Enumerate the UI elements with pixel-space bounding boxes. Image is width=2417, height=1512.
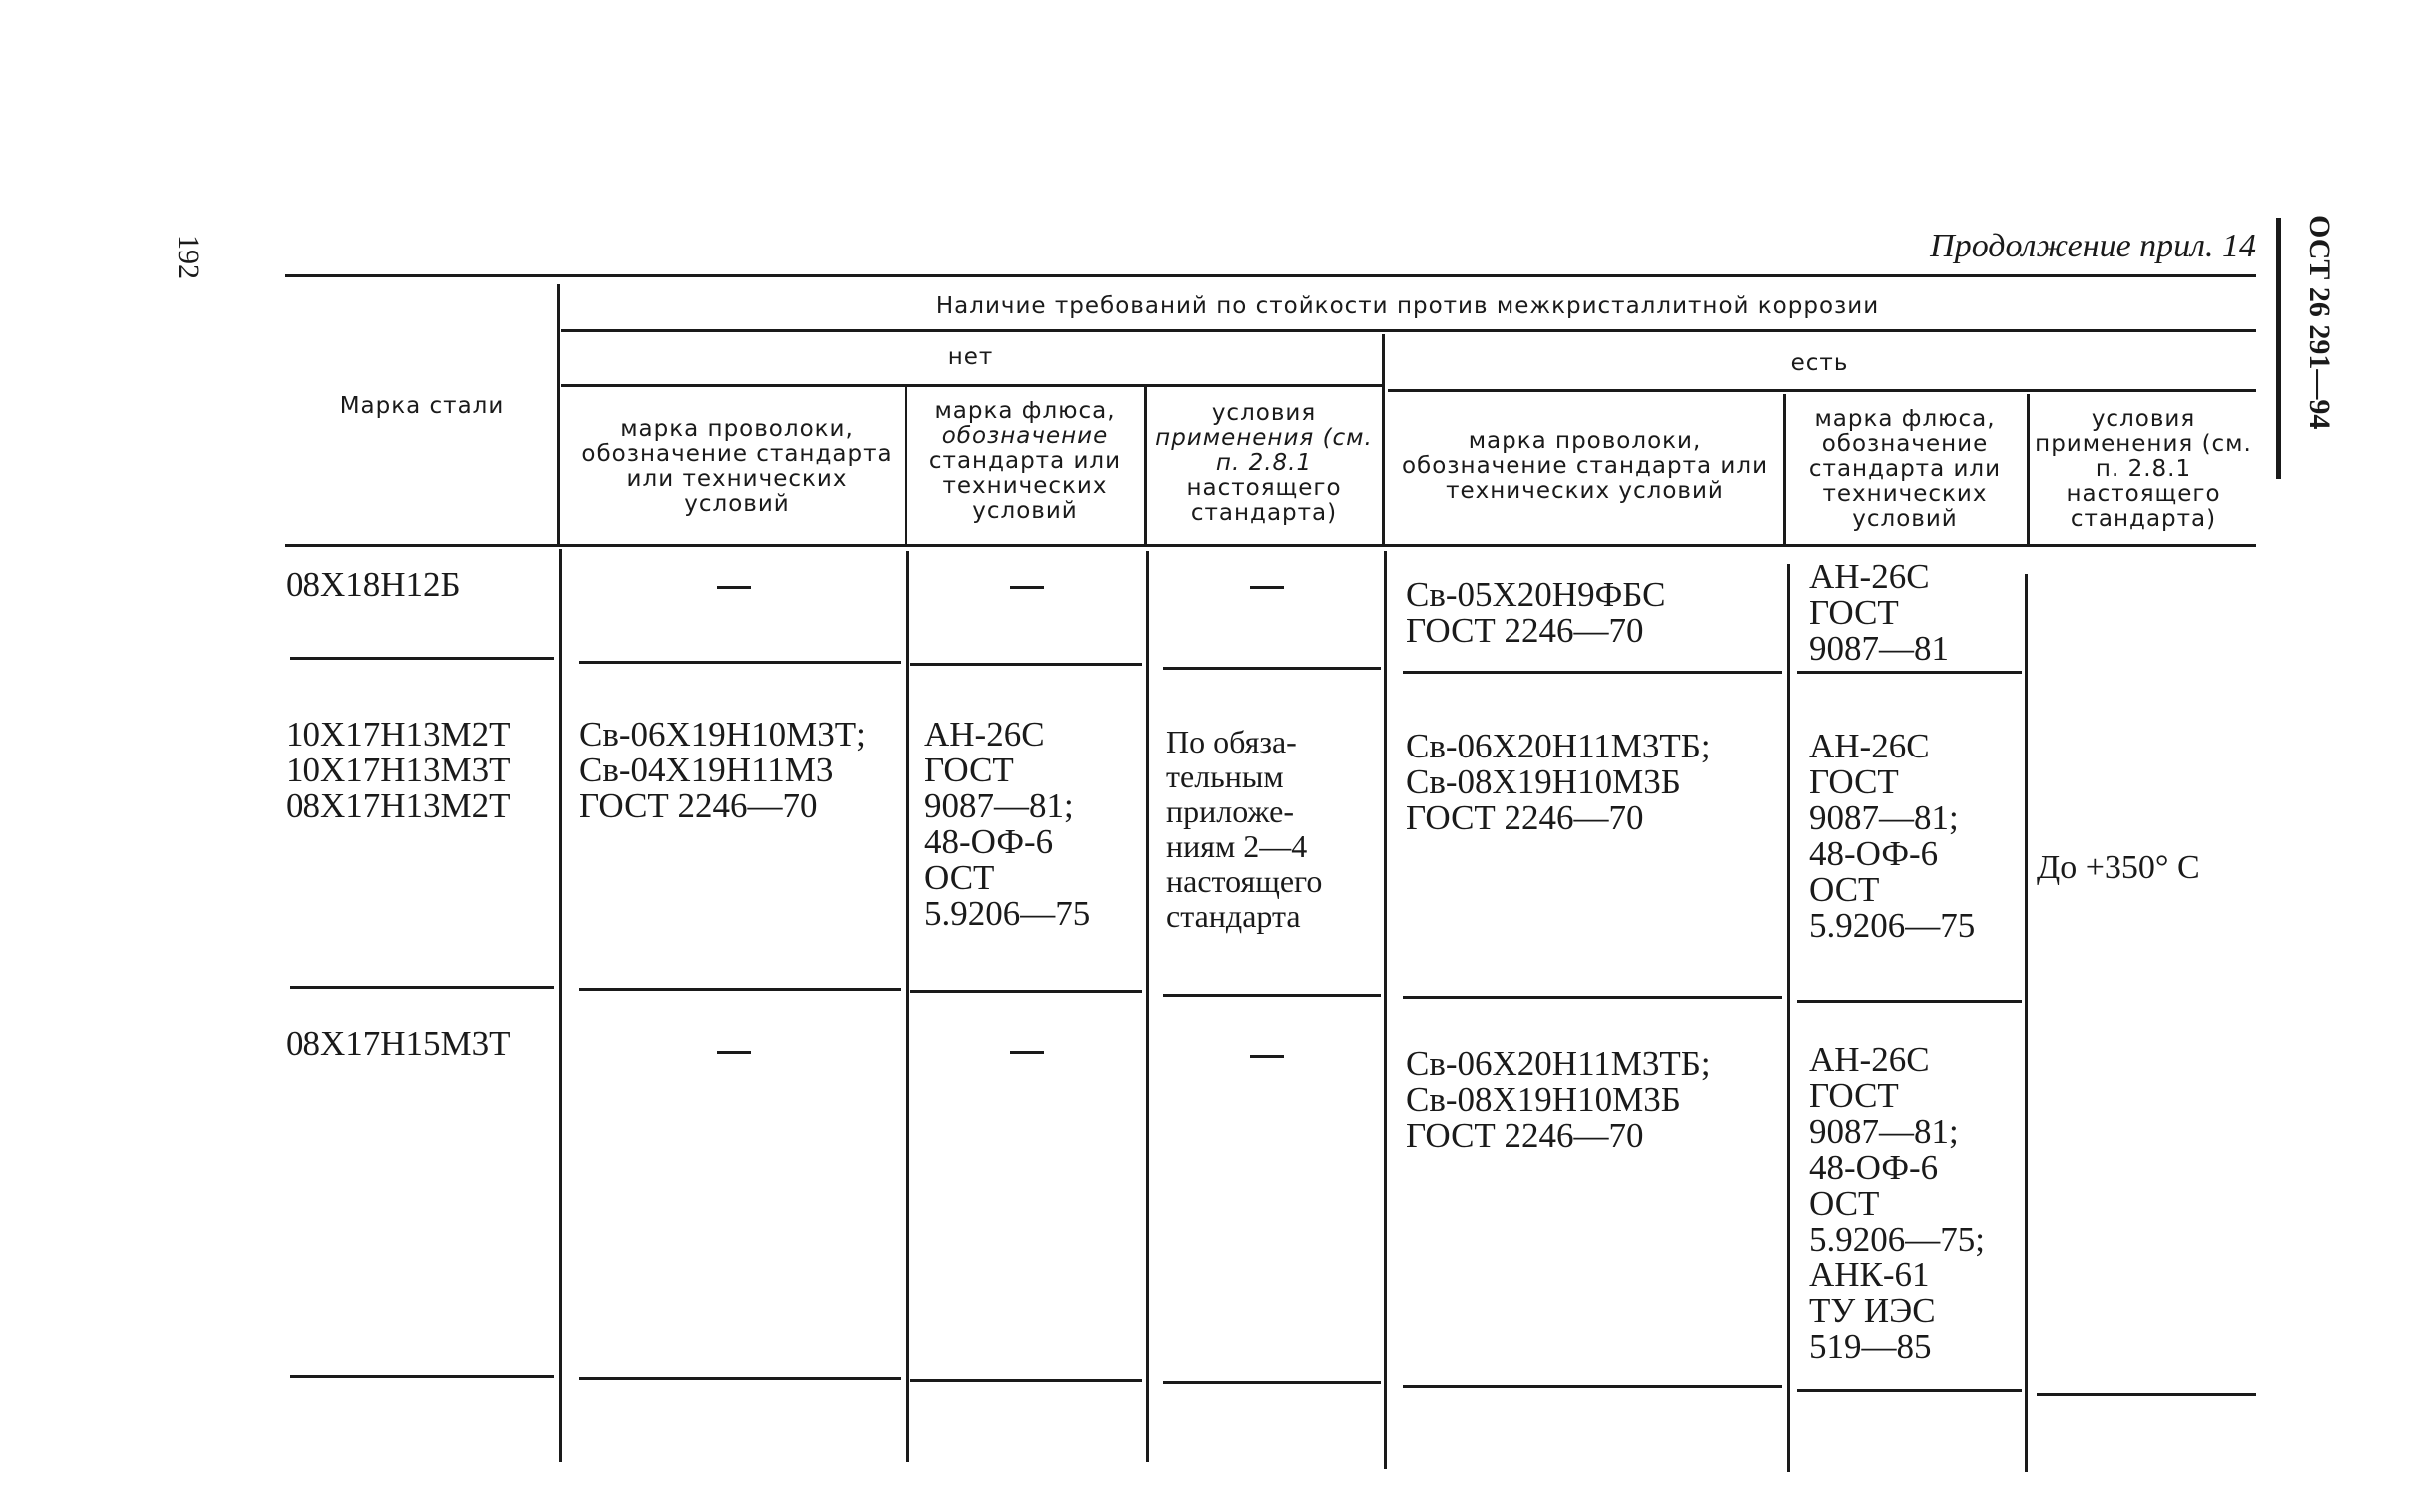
- row3-rule-wire-yes: [1403, 1385, 1782, 1388]
- row2-flux-yes: АН-26С ГОСТ 9087—81; 48-ОФ-6 ОСТ 5.9206—75: [1809, 727, 1976, 945]
- row2-flux-no: АН-26С ГОСТ 9087—81; 48-ОФ-6 ОСТ 5.9206—75: [924, 715, 1091, 933]
- row1-wire-yes: Св-05Х20Н9ФБС ГОСТ 2246—70: [1406, 575, 1666, 650]
- row3-rule-flux-yes: [1797, 1389, 2022, 1392]
- table-top-rule: [285, 274, 2256, 277]
- body-vline-6: [2025, 574, 2028, 1472]
- header-corrosion: Наличие требований по стойкости против межкристаллитной коррозии: [935, 293, 1880, 319]
- header-rule-2a: [561, 384, 1382, 387]
- row2-rule-steel: [290, 986, 554, 989]
- header-flux-yes: марка флюса, обозначение стандарта или технических условий: [1808, 406, 2002, 532]
- body-vline-2: [906, 551, 909, 1462]
- row2-wire-yes: Св-06Х20Н11М3ТБ; Св-08Х19Н10М3Б ГОСТ 2246—70: [1406, 727, 1711, 837]
- header-flux-no-line1: марка флюса,: [934, 398, 1116, 424]
- header-cond-no-line3: настоящего стандарта): [1186, 475, 1342, 526]
- document-code: ОСТ 26 291—94: [2303, 215, 2336, 430]
- row3-rule-cond-no: [1163, 1381, 1381, 1384]
- header-cond-no: [1150, 401, 1378, 526]
- header-wire-no: марка проволоки, обозначение стандарта или технических условий: [581, 416, 893, 517]
- continuation-title: Продолжение прил. 14: [1930, 228, 2256, 264]
- header-bottom-rule: [285, 544, 2256, 547]
- row3-wire-yes: Св-06Х20Н11М3ТБ; Св-08Х19Н10М3Б ГОСТ 2246—70: [1406, 1044, 1711, 1155]
- row1-flux-yes: АН-26С ГОСТ 9087—81: [1809, 557, 1949, 668]
- row3-rule-cond-yes: [2037, 1393, 2256, 1396]
- header-vline-6: [2027, 394, 2030, 544]
- row2-steel-grade: 10Х17Н13М2Т 10Х17Н13М3Т 08Х17Н13М2Т: [286, 715, 511, 825]
- row3-cond-no-dash: [1250, 1055, 1284, 1058]
- header-vline-3: [1144, 387, 1147, 544]
- header-vline-5: [1783, 394, 1786, 544]
- header-cond-no-line2: применения (см. п. 2.8.1: [1155, 425, 1373, 476]
- row2-rule-flux-yes: [1797, 1000, 2022, 1003]
- row2-rule-cond-no: [1163, 994, 1381, 997]
- row1-rule-wire-yes: [1403, 671, 1782, 674]
- row3-rule-steel: [290, 1375, 554, 1378]
- header-rule-1: [561, 329, 2256, 332]
- page-number: 192: [172, 235, 205, 279]
- row1-rule-flux-yes: [1797, 671, 2022, 674]
- document-code-rule: [2276, 218, 2281, 479]
- shared-condition: До +350° С: [2037, 849, 2200, 886]
- header-cond-no-line1: условия: [1211, 400, 1317, 426]
- row1-rule-steel: [290, 657, 554, 660]
- row1-wire-no-dash: [717, 586, 751, 589]
- row1-rule-cond-no: [1163, 667, 1381, 670]
- row2-rule-flux-no: [910, 990, 1142, 993]
- header-steel-grade: Марка стали: [339, 393, 505, 419]
- header-rule-2b: [1388, 389, 2256, 392]
- header-vline-1: [557, 284, 560, 544]
- row1-steel-grade: 08Х18Н12Б: [286, 565, 461, 604]
- row3-rule-wire-no: [579, 1377, 901, 1380]
- row3-flux-no-dash: [1010, 1051, 1044, 1054]
- body-vline-4: [1384, 551, 1387, 1469]
- row1-flux-no-dash: [1010, 586, 1044, 589]
- header-wire-yes: марка проволоки, обозначение стандарта или технических условий: [1401, 428, 1769, 504]
- row3-steel-grade: 08Х17Н15М3Т: [286, 1024, 511, 1063]
- row1-cond-no-dash: [1250, 586, 1284, 589]
- header-cond-yes: условия применения (см. п. 2.8.1 настоящего стандарта): [2035, 406, 2252, 532]
- header-vline-2: [905, 387, 907, 544]
- header-no: нет: [947, 344, 994, 370]
- row2-cond-no: По обяза- тельным приложе- ниям 2—4 настоящего стандарта: [1166, 724, 1323, 934]
- header-vline-4: [1382, 334, 1385, 544]
- row3-rule-flux-no: [910, 1379, 1142, 1382]
- row3-flux-yes: АН-26С ГОСТ 9087—81; 48-ОФ-6 ОСТ 5.9206—75; АНК-61 ТУ ИЭС 519—85: [1809, 1040, 1985, 1366]
- header-flux-no-line2: обозначение: [941, 423, 1109, 449]
- row1-rule-wire-no: [579, 661, 901, 664]
- row2-rule-wire-yes: [1403, 996, 1782, 999]
- row2-rule-wire-no: [579, 988, 901, 991]
- row1-rule-flux-no: [910, 663, 1142, 666]
- header-yes: есть: [1790, 350, 1849, 376]
- row3-wire-no-dash: [717, 1051, 751, 1054]
- row2-wire-no: Св-06Х19Н10М3Т; Св-04Х19Н11М3 ГОСТ 2246—70: [579, 715, 866, 825]
- header-flux-no: [910, 399, 1140, 524]
- body-vline-5: [1787, 564, 1790, 1472]
- body-vline-3: [1146, 551, 1149, 1462]
- header-flux-no-line3: стандарта или технических условий: [928, 448, 1122, 524]
- body-vline-1: [559, 549, 562, 1462]
